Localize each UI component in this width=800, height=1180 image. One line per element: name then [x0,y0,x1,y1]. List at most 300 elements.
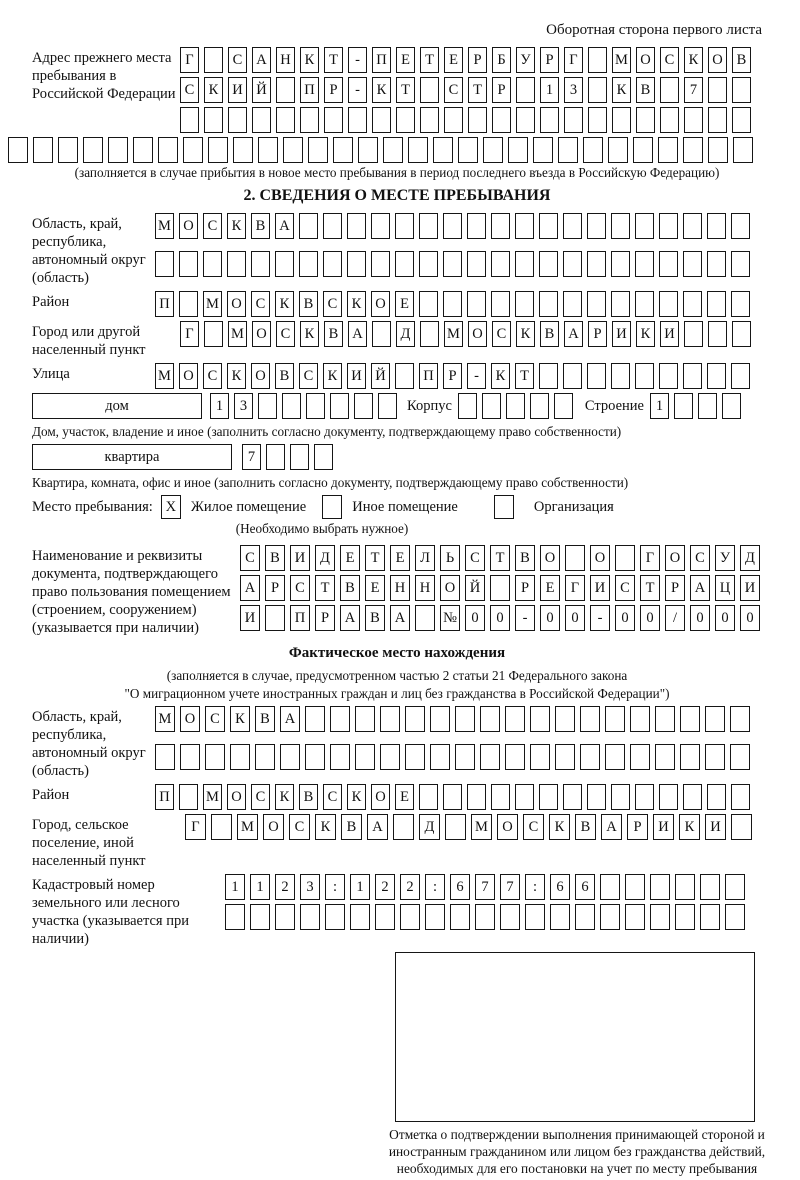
char-cell[interactable]: О [180,706,200,732]
confirmation-stamp-box[interactable] [395,952,755,1122]
char-cell[interactable]: К [300,321,319,347]
char-cell[interactable] [600,904,620,930]
char-cell[interactable]: А [690,575,710,601]
char-cell[interactable]: В [299,291,318,317]
char-cell[interactable] [300,904,320,930]
char-cell[interactable] [508,137,528,163]
char-cell[interactable] [515,251,534,277]
char-cell[interactable] [530,706,550,732]
char-cell[interactable]: С [203,363,222,389]
char-cell[interactable]: - [590,605,610,631]
char-cell[interactable] [491,291,510,317]
char-cell[interactable] [325,904,345,930]
char-cell[interactable] [420,77,439,103]
char-cell[interactable]: В [540,321,559,347]
char-cell[interactable] [732,77,751,103]
char-cell[interactable]: - [515,605,535,631]
char-cell[interactable] [58,137,78,163]
char-cell[interactable]: А [390,605,410,631]
char-cell[interactable]: В [515,545,535,571]
char-cell[interactable] [707,251,726,277]
char-cell[interactable] [425,904,445,930]
char-cell[interactable]: О [227,291,246,317]
char-cell[interactable]: 0 [690,605,710,631]
char-cell[interactable] [580,744,600,770]
char-cell[interactable]: Д [419,814,440,840]
char-cell[interactable] [433,137,453,163]
char-cell[interactable] [563,251,582,277]
char-cell[interactable] [396,107,415,133]
char-cell[interactable] [650,904,670,930]
char-cell[interactable] [539,784,558,810]
char-cell[interactable] [467,251,486,277]
char-cell[interactable]: К [372,77,391,103]
char-cell[interactable]: Т [420,47,439,73]
char-cell[interactable] [533,137,553,163]
char-cell[interactable] [506,393,525,419]
char-cell[interactable]: М [155,706,175,732]
char-cell[interactable]: К [315,814,336,840]
char-cell[interactable]: : [525,874,545,900]
char-cell[interactable] [516,107,535,133]
char-cell[interactable] [725,904,745,930]
char-cell[interactable] [405,744,425,770]
char-cell[interactable] [587,251,606,277]
char-cell[interactable] [419,251,438,277]
char-cell[interactable] [583,137,603,163]
char-cell[interactable]: В [732,47,751,73]
char-cell[interactable]: С [251,784,270,810]
char-cell[interactable]: 2 [375,874,395,900]
char-cell[interactable] [555,744,575,770]
char-cell[interactable]: С [323,784,342,810]
char-cell[interactable] [445,814,466,840]
char-cell[interactable] [539,291,558,317]
char-cell[interactable] [458,393,477,419]
char-cell[interactable]: С [203,213,222,239]
char-cell[interactable]: 1 [540,77,559,103]
char-cell[interactable]: - [348,77,367,103]
char-cell[interactable] [491,251,510,277]
char-cell[interactable] [33,137,53,163]
char-cell[interactable] [395,251,414,277]
char-cell[interactable] [354,393,373,419]
char-cell[interactable]: В [636,77,655,103]
char-cell[interactable]: Р [540,47,559,73]
char-cell[interactable]: У [715,545,735,571]
char-cell[interactable]: С [465,545,485,571]
char-cell[interactable] [587,363,606,389]
char-cell[interactable] [467,291,486,317]
char-cell[interactable]: Й [465,575,485,601]
char-cell[interactable] [707,363,726,389]
char-cell[interactable] [658,137,678,163]
char-cell[interactable] [395,363,414,389]
char-cell[interactable]: Й [252,77,271,103]
char-cell[interactable] [158,137,178,163]
char-cell[interactable] [350,904,370,930]
char-cell[interactable]: Р [588,321,607,347]
char-cell[interactable] [707,784,726,810]
char-cell[interactable]: И [290,545,310,571]
char-cell[interactable] [635,213,654,239]
char-cell[interactable]: Р [468,47,487,73]
char-cell[interactable] [659,251,678,277]
char-cell[interactable] [492,107,511,133]
char-cell[interactable]: В [251,213,270,239]
char-cell[interactable]: М [155,363,174,389]
char-cell[interactable] [683,784,702,810]
char-cell[interactable] [276,77,295,103]
char-cell[interactable]: : [425,874,445,900]
char-cell[interactable]: М [444,321,463,347]
char-cell[interactable] [611,213,630,239]
char-cell[interactable] [700,904,720,930]
char-cell[interactable]: Р [492,77,511,103]
char-cell[interactable]: С [523,814,544,840]
char-cell[interactable]: М [203,784,222,810]
char-cell[interactable] [419,784,438,810]
char-cell[interactable]: А [280,706,300,732]
char-cell[interactable] [730,744,750,770]
char-cell[interactable]: П [155,784,174,810]
char-cell[interactable]: М [203,291,222,317]
char-cell[interactable] [467,213,486,239]
char-cell[interactable] [211,814,232,840]
char-cell[interactable]: Н [415,575,435,601]
char-cell[interactable] [179,291,198,317]
char-cell[interactable] [588,107,607,133]
char-cell[interactable] [444,107,463,133]
char-cell[interactable] [731,363,750,389]
char-cell[interactable]: Ц [715,575,735,601]
char-cell[interactable]: - [348,47,367,73]
char-cell[interactable] [733,137,753,163]
char-cell[interactable]: 6 [450,874,470,900]
char-cell[interactable] [563,291,582,317]
char-cell[interactable] [683,213,702,239]
char-cell[interactable]: 1 [225,874,245,900]
char-cell[interactable] [430,744,450,770]
char-cell[interactable] [282,393,301,419]
char-cell[interactable] [565,545,585,571]
char-cell[interactable]: 7 [475,874,495,900]
char-cell[interactable]: К [227,363,246,389]
char-cell[interactable] [204,107,223,133]
char-cell[interactable]: И [653,814,674,840]
char-cell[interactable]: И [590,575,610,601]
char-cell[interactable]: Е [395,784,414,810]
char-cell[interactable] [674,393,693,419]
char-cell[interactable]: О [665,545,685,571]
char-cell[interactable] [333,137,353,163]
char-cell[interactable]: Г [640,545,660,571]
char-cell[interactable] [588,77,607,103]
char-cell[interactable] [580,706,600,732]
char-cell[interactable] [611,291,630,317]
char-cell[interactable] [108,137,128,163]
char-cell[interactable] [587,784,606,810]
char-cell[interactable] [630,744,650,770]
char-cell[interactable] [372,321,391,347]
char-cell[interactable] [468,107,487,133]
char-cell[interactable]: 3 [234,393,253,419]
char-cell[interactable]: Р [627,814,648,840]
char-cell[interactable] [731,213,750,239]
char-cell[interactable]: Р [443,363,462,389]
char-cell[interactable] [491,784,510,810]
char-cell[interactable]: С [660,47,679,73]
char-cell[interactable]: С [180,77,199,103]
zhiloe-checkbox[interactable]: X [161,495,181,519]
char-cell[interactable]: К [684,47,703,73]
char-cell[interactable] [266,444,285,470]
char-cell[interactable]: С [299,363,318,389]
char-cell[interactable] [443,213,462,239]
char-cell[interactable] [515,213,534,239]
char-cell[interactable]: 3 [564,77,583,103]
char-cell[interactable]: О [252,321,271,347]
char-cell[interactable]: Е [365,575,385,601]
char-cell[interactable] [180,107,199,133]
char-cell[interactable]: 0 [565,605,585,631]
char-cell[interactable] [680,744,700,770]
char-cell[interactable]: М [471,814,492,840]
char-cell[interactable] [708,321,727,347]
char-cell[interactable] [348,107,367,133]
char-cell[interactable] [655,706,675,732]
char-cell[interactable] [563,784,582,810]
char-cell[interactable] [408,137,428,163]
char-cell[interactable]: К [275,784,294,810]
char-cell[interactable] [683,291,702,317]
char-cell[interactable]: И [612,321,631,347]
char-cell[interactable] [635,363,654,389]
char-cell[interactable]: П [300,77,319,103]
char-cell[interactable] [419,291,438,317]
char-cell[interactable] [722,393,741,419]
char-cell[interactable]: Д [396,321,415,347]
organizatsiya-checkbox[interactable] [494,495,514,519]
char-cell[interactable] [635,251,654,277]
char-cell[interactable]: 1 [350,874,370,900]
char-cell[interactable]: И [705,814,726,840]
char-cell[interactable]: К [300,47,319,73]
char-cell[interactable] [555,706,575,732]
char-cell[interactable]: С [228,47,247,73]
char-cell[interactable]: Т [490,545,510,571]
char-cell[interactable] [323,251,342,277]
char-cell[interactable] [732,321,751,347]
char-cell[interactable] [600,874,620,900]
char-cell[interactable]: К [347,291,366,317]
char-cell[interactable] [458,137,478,163]
char-cell[interactable] [299,213,318,239]
char-cell[interactable]: П [155,291,174,317]
char-cell[interactable]: Н [390,575,410,601]
char-cell[interactable]: К [636,321,655,347]
char-cell[interactable]: О [440,575,460,601]
char-cell[interactable]: А [367,814,388,840]
char-cell[interactable] [183,137,203,163]
char-cell[interactable] [305,744,325,770]
char-cell[interactable]: К [516,321,535,347]
char-cell[interactable]: 2 [400,874,420,900]
char-cell[interactable]: А [340,605,360,631]
char-cell[interactable] [358,137,378,163]
char-cell[interactable] [203,251,222,277]
char-cell[interactable]: М [228,321,247,347]
char-cell[interactable] [588,47,607,73]
char-cell[interactable] [615,545,635,571]
char-cell[interactable] [587,213,606,239]
char-cell[interactable]: Г [565,575,585,601]
char-cell[interactable]: 7 [500,874,520,900]
char-cell[interactable]: 0 [640,605,660,631]
char-cell[interactable] [383,137,403,163]
char-cell[interactable]: Ь [440,545,460,571]
char-cell[interactable] [655,744,675,770]
char-cell[interactable]: О [590,545,610,571]
char-cell[interactable]: Т [365,545,385,571]
char-cell[interactable]: К [491,363,510,389]
char-cell[interactable] [731,784,750,810]
char-cell[interactable] [625,904,645,930]
char-cell[interactable]: С [205,706,225,732]
char-cell[interactable]: И [740,575,760,601]
char-cell[interactable] [299,251,318,277]
char-cell[interactable] [605,744,625,770]
char-cell[interactable] [539,363,558,389]
char-cell[interactable] [450,904,470,930]
char-cell[interactable]: В [341,814,362,840]
char-cell[interactable] [611,363,630,389]
char-cell[interactable]: К [275,291,294,317]
char-cell[interactable]: А [601,814,622,840]
char-cell[interactable] [660,77,679,103]
char-cell[interactable]: О [371,291,390,317]
char-cell[interactable] [430,706,450,732]
char-cell[interactable] [8,137,28,163]
char-cell[interactable]: Е [340,545,360,571]
char-cell[interactable] [482,393,501,419]
char-cell[interactable] [83,137,103,163]
char-cell[interactable] [625,874,645,900]
char-cell[interactable] [420,321,439,347]
char-cell[interactable]: Т [468,77,487,103]
char-cell[interactable]: Р [665,575,685,601]
char-cell[interactable] [204,321,223,347]
char-cell[interactable] [698,393,717,419]
char-cell[interactable] [530,393,549,419]
char-cell[interactable] [659,784,678,810]
char-cell[interactable] [659,363,678,389]
char-cell[interactable] [660,107,679,133]
char-cell[interactable] [683,363,702,389]
char-cell[interactable] [705,706,725,732]
char-cell[interactable] [730,706,750,732]
char-cell[interactable]: Е [390,545,410,571]
char-cell[interactable] [306,393,325,419]
char-cell[interactable]: У [516,47,535,73]
char-cell[interactable]: С [444,77,463,103]
char-cell[interactable]: Р [265,575,285,601]
char-cell[interactable] [630,706,650,732]
char-cell[interactable] [204,47,223,73]
char-cell[interactable] [355,744,375,770]
char-cell[interactable] [380,706,400,732]
char-cell[interactable] [633,137,653,163]
char-cell[interactable] [378,393,397,419]
char-cell[interactable]: Т [324,47,343,73]
char-cell[interactable] [564,107,583,133]
char-cell[interactable] [731,814,752,840]
char-cell[interactable]: П [419,363,438,389]
char-cell[interactable] [611,251,630,277]
char-cell[interactable]: О [468,321,487,347]
char-cell[interactable]: Т [396,77,415,103]
char-cell[interactable]: О [179,363,198,389]
char-cell[interactable] [475,904,495,930]
char-cell[interactable]: Г [180,47,199,73]
char-cell[interactable]: Е [540,575,560,601]
char-cell[interactable] [208,137,228,163]
char-cell[interactable]: О [251,363,270,389]
char-cell[interactable] [539,213,558,239]
char-cell[interactable] [650,874,670,900]
char-cell[interactable]: Г [180,321,199,347]
char-cell[interactable]: 0 [465,605,485,631]
char-cell[interactable] [539,251,558,277]
char-cell[interactable] [308,137,328,163]
char-cell[interactable] [563,363,582,389]
char-cell[interactable] [250,904,270,930]
char-cell[interactable]: О [708,47,727,73]
char-cell[interactable]: Д [315,545,335,571]
char-cell[interactable]: 0 [490,605,510,631]
char-cell[interactable]: К [323,363,342,389]
char-cell[interactable] [180,744,200,770]
char-cell[interactable]: Й [371,363,390,389]
char-cell[interactable] [179,784,198,810]
char-cell[interactable] [205,744,225,770]
char-cell[interactable]: Е [396,47,415,73]
char-cell[interactable] [155,251,174,277]
char-cell[interactable] [155,744,175,770]
char-cell[interactable] [443,784,462,810]
char-cell[interactable] [480,706,500,732]
char-cell[interactable]: Л [415,545,435,571]
char-cell[interactable]: П [290,605,310,631]
char-cell[interactable]: № [440,605,460,631]
char-cell[interactable]: К [679,814,700,840]
char-cell[interactable] [707,291,726,317]
char-cell[interactable]: Т [640,575,660,601]
char-cell[interactable]: С [690,545,710,571]
char-cell[interactable] [290,444,309,470]
char-cell[interactable]: Н [276,47,295,73]
char-cell[interactable] [732,107,751,133]
char-cell[interactable]: С [251,291,270,317]
char-cell[interactable]: М [612,47,631,73]
char-cell[interactable]: А [275,213,294,239]
char-cell[interactable] [483,137,503,163]
char-cell[interactable]: В [265,545,285,571]
char-cell[interactable]: 0 [540,605,560,631]
char-cell[interactable] [516,77,535,103]
inoe-checkbox[interactable] [322,495,342,519]
char-cell[interactable]: Р [315,605,335,631]
